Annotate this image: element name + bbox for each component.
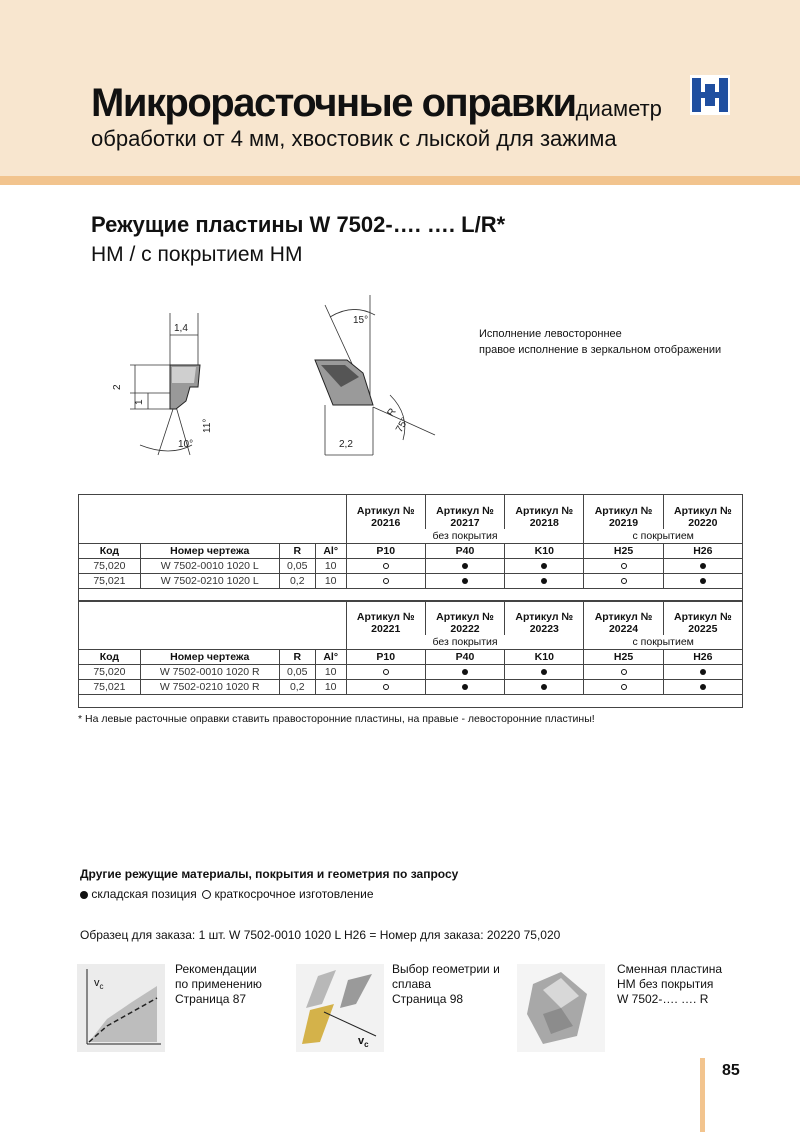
- r-cell: 0,05: [279, 558, 315, 573]
- section-title: Режущие пластины W 7502-…. …. L/R*: [91, 212, 506, 237]
- table-blank-corner: [79, 495, 347, 544]
- short-term-marker: [621, 563, 627, 569]
- group-coated: с покрытием: [584, 635, 743, 650]
- short-term-marker: [383, 578, 389, 584]
- col-header: Код: [79, 543, 141, 558]
- col-header: H26: [663, 543, 742, 558]
- r-cell: 0,2: [279, 679, 315, 694]
- vc-chart-thumbnail: [77, 964, 165, 1052]
- inserts-table-right: [78, 600, 743, 708]
- col-header: Номер чертежа: [140, 543, 279, 558]
- vc-chart-graphic: [77, 964, 165, 1052]
- table-row: [79, 558, 743, 573]
- stock-marker: [541, 684, 547, 690]
- orientation-note: [479, 326, 721, 358]
- stock-marker: [541, 563, 547, 569]
- brand-logo-icon: [690, 75, 730, 115]
- d1-angle-11: 11°: [202, 418, 213, 433]
- al-cell: 10: [315, 664, 346, 679]
- article-cell: Артикул № 20224: [584, 601, 663, 635]
- drawing-cell: W 7502-0010 1020 L: [140, 558, 279, 573]
- table-row: [79, 664, 743, 679]
- stock-marker: [80, 891, 88, 899]
- svg-text:vc: $v_c$: [358, 1035, 369, 1049]
- short-term-marker: [383, 563, 389, 569]
- al-cell: 10: [315, 558, 346, 573]
- stock-marker: [541, 669, 547, 675]
- avail-cell: [584, 679, 663, 694]
- page-number: 85: [722, 1062, 740, 1079]
- d2-angle-75: 75°: [394, 415, 412, 435]
- avail-cell: [584, 573, 663, 588]
- table-blank-corner: [79, 601, 347, 650]
- availability-legend: [80, 887, 374, 901]
- ref-geometry[interactable]: Выбор геометрии и сплава Страница 98: [392, 962, 500, 1006]
- table-row: [79, 573, 743, 588]
- col-header: R: [279, 649, 315, 664]
- section-subtitle: HM / с покрытием HM: [91, 243, 303, 266]
- al-cell: 10: [315, 679, 346, 694]
- avail-cell: [505, 558, 584, 573]
- col-header: R: [279, 543, 315, 558]
- avail-cell: [425, 558, 504, 573]
- title-bold: Микрорасточные оправки: [91, 81, 576, 125]
- header-stripe: [0, 176, 800, 185]
- code-cell: 75,020: [79, 664, 141, 679]
- insert-side-view-diagram: [110, 305, 220, 465]
- article-cell: Артикул № 20222: [425, 601, 504, 635]
- avail-cell: [425, 664, 504, 679]
- col-header: K10: [505, 649, 584, 664]
- short-term-marker: [621, 669, 627, 675]
- code-cell: 75,020: [79, 558, 141, 573]
- drawing-cell: W 7502-0210 1020 R: [140, 679, 279, 694]
- stock-marker: [462, 669, 468, 675]
- article-cell: Артикул № 20223: [505, 601, 584, 635]
- group-uncoated: без покрытия: [346, 635, 584, 650]
- col-header: P40: [425, 649, 504, 664]
- article-cell: Артикул № 20218: [505, 495, 584, 529]
- article-cell: Артикул № 20217: [425, 495, 504, 529]
- geometry-thumbnail: [296, 964, 384, 1052]
- col-header: Al°: [315, 649, 346, 664]
- avail-cell: [425, 573, 504, 588]
- group-coated: с покрытием: [584, 529, 743, 544]
- ref-insert[interactable]: Сменная пластина HM без покрытия W 7502-…. …. R: [617, 962, 723, 1006]
- title-small: диаметр: [575, 96, 662, 121]
- short-term-marker: [383, 669, 389, 675]
- d1-left-label-2: 2: [112, 384, 123, 390]
- col-header: H25: [584, 543, 663, 558]
- stock-marker: [700, 578, 706, 584]
- insert-top-view-diagram: [295, 295, 445, 465]
- avail-cell: [346, 558, 425, 573]
- ref-application[interactable]: Рекомендации по применению Страница 87: [175, 962, 262, 1006]
- r-cell: 0,05: [279, 664, 315, 679]
- r-cell: 0,2: [279, 573, 315, 588]
- d1-angle-10: 10°: [178, 439, 194, 450]
- short-term-marker: [383, 684, 389, 690]
- article-cell: Артикул № 20225: [663, 601, 742, 635]
- note-line-1: Исполнение левостороннее: [479, 328, 622, 340]
- legend-stock: складская позиция: [91, 887, 197, 901]
- stock-marker: [462, 563, 468, 569]
- legend-short: краткосрочное изготовление: [214, 887, 374, 901]
- short-term-marker: [202, 890, 211, 899]
- code-cell: 75,021: [79, 679, 141, 694]
- drawing-cell: W 7502-0210 1020 L: [140, 573, 279, 588]
- col-header: Al°: [315, 543, 346, 558]
- other-materials-note: Другие режущие материалы, покрытия и геометрия по запросу: [80, 867, 459, 881]
- col-header: Номер чертежа: [140, 649, 279, 664]
- avail-cell: [505, 679, 584, 694]
- avail-cell: [346, 664, 425, 679]
- insert-photo-graphic: [517, 964, 605, 1052]
- avail-cell: [346, 679, 425, 694]
- short-term-marker: [621, 578, 627, 584]
- code-cell: 75,021: [79, 573, 141, 588]
- avail-cell: [584, 558, 663, 573]
- geometry-graphic: [296, 964, 384, 1052]
- stock-marker: [541, 578, 547, 584]
- avail-cell: [663, 679, 742, 694]
- d2-bottom-label: 2,2: [339, 439, 353, 450]
- page-subtitle: обработки от 4 мм, хвостовик с лыской для зажима: [91, 126, 617, 151]
- short-term-marker: [621, 684, 627, 690]
- drawing-cell: W 7502-0010 1020 R: [140, 664, 279, 679]
- article-cell: Артикул № 20221: [346, 601, 425, 635]
- d1-left-label-1: 1: [134, 399, 145, 405]
- col-header: P10: [346, 649, 425, 664]
- stock-marker: [462, 578, 468, 584]
- order-example: Образец для заказа: 1 шт. W 7502-0010 1020 L H26 = Номер для заказа: 20220 75,020: [80, 928, 561, 942]
- d1-top-label: 1,4: [174, 323, 188, 334]
- d2-angle-15: 15°: [353, 315, 369, 326]
- avail-cell: [584, 664, 663, 679]
- col-header: Код: [79, 649, 141, 664]
- avail-cell: [663, 664, 742, 679]
- article-cell: Артикул № 20216: [346, 495, 425, 529]
- group-uncoated: без покрытия: [346, 529, 584, 544]
- avail-cell: [663, 558, 742, 573]
- table-row: [79, 679, 743, 694]
- stock-marker: [462, 684, 468, 690]
- table-spacer: [79, 694, 743, 707]
- col-header: K10: [505, 543, 584, 558]
- insert-thumbnail: [517, 964, 605, 1052]
- avail-cell: [505, 573, 584, 588]
- col-header: P10: [346, 543, 425, 558]
- col-header: P40: [425, 543, 504, 558]
- stock-marker: [700, 669, 706, 675]
- page-number-bar: [700, 1058, 705, 1132]
- al-cell: 10: [315, 573, 346, 588]
- col-header: H26: [663, 649, 742, 664]
- stock-marker: [700, 684, 706, 690]
- article-cell: Артикул № 20219: [584, 495, 663, 529]
- svg-text:vc: $v_c$: [94, 977, 104, 991]
- stock-marker: [700, 563, 706, 569]
- col-header: H25: [584, 649, 663, 664]
- avail-cell: [663, 573, 742, 588]
- article-cell: Артикул № 20220: [663, 495, 742, 529]
- note-line-2: правое исполнение в зеркальном отображении: [479, 344, 722, 356]
- avail-cell: [346, 573, 425, 588]
- inserts-table-left: [78, 494, 743, 602]
- avail-cell: [425, 679, 504, 694]
- d2-radius-label: R: [385, 406, 399, 419]
- footnote: * На левые расточные оправки ставить правосторонние пластины, на правые - левосторонние пластины!: [78, 713, 595, 725]
- avail-cell: [505, 664, 584, 679]
